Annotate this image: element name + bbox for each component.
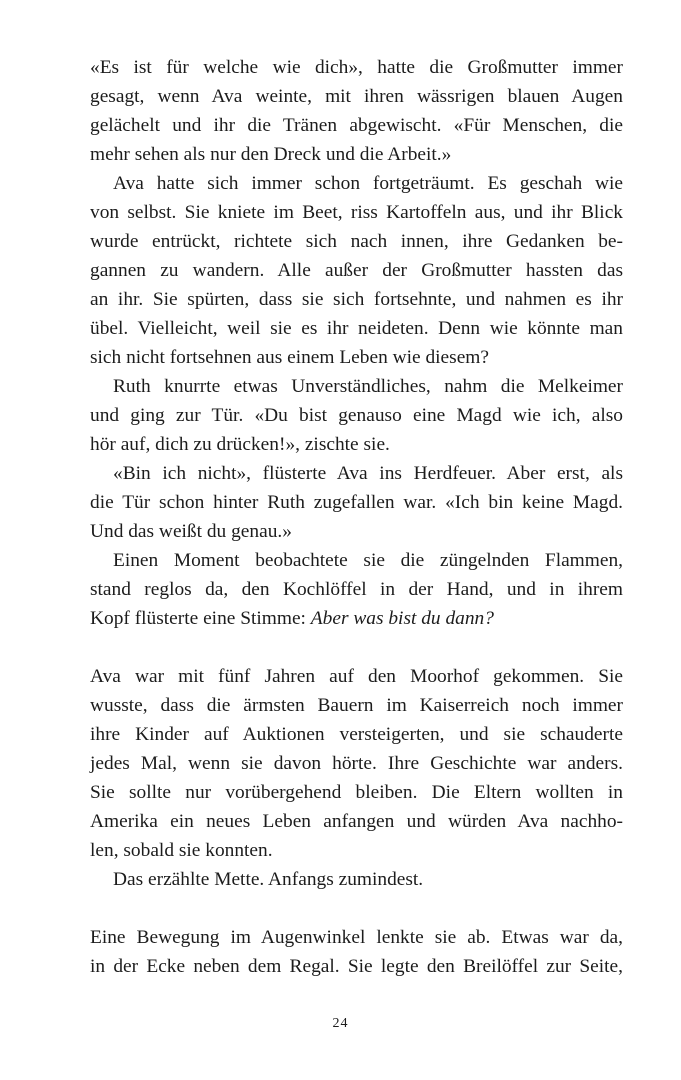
page-number: 24: [332, 1016, 349, 1031]
text-line: wurde entrückt, richtete sich nach innen, ihre Gedanken be-: [90, 231, 623, 252]
line-text: Kopf flüsterte eine Stimme:: [90, 608, 311, 629]
text-line: Und das weißt du genau.»: [90, 521, 292, 542]
text-line: die Tür schon hinter Ruth zugefallen war. «Ich bin keine Magd.: [90, 492, 623, 513]
text-line: an ihr. Sie spürten, dass sie sich fortsehnte, und nahmen es ihr: [90, 289, 623, 310]
text-line: Amerika ein neues Leben anfangen und würden Ava nachho-: [90, 811, 623, 832]
text-line: und ging zur Tür. «Du bist genauso eine Magd wie ich, also: [90, 405, 623, 426]
italic-text: Aber was bist du dann?: [310, 608, 494, 629]
text-line: mehr sehen als nur den Dreck und die Arbeit.»: [90, 144, 452, 165]
text-line: [90, 609, 623, 628]
text-line: «Es ist für welche wie dich», hatte die Großmutter immer: [90, 57, 623, 78]
text-line: ihre Kinder auf Auktionen versteigerten, und sie schauderte: [90, 724, 623, 745]
text-line: von selbst. Sie kniete im Beet, riss Kartoffeln aus, und ihr Blick: [90, 202, 623, 223]
text-line: Sie sollte nur vorübergehend bleiben. Die Eltern wollten in: [90, 782, 623, 803]
text-line: «Bin ich nicht», flüsterte Ava ins Herdfeuer. Aber erst, als: [113, 463, 623, 484]
text-line: gannen zu wandern. Alle außer der Großmutter hassten das: [90, 260, 623, 281]
text-line: übel. Vielleicht, weil sie es ihr neideten. Denn wie könnte man: [90, 318, 623, 339]
text-line: Ava hatte sich immer schon fortgeträumt. Es geschah wie: [113, 173, 623, 194]
text-line: jedes Mal, wenn sie davon hörte. Ihre Geschichte war anders.: [90, 753, 623, 774]
text-line: Ava war mit fünf Jahren auf den Moorhof gekommen. Sie: [90, 666, 623, 687]
text-line: len, sobald sie konnten.: [90, 840, 273, 861]
text-line: Einen Moment beobachtete sie die züngelnden Flammen,: [113, 550, 623, 571]
text-line: gelächelt und ihr die Tränen abgewischt. «Für Menschen, die: [90, 115, 623, 136]
text-line: Eine Bewegung im Augenwinkel lenkte sie ab. Etwas war da,: [90, 927, 623, 948]
text-line: sich nicht fortsehnen aus einem Leben wie diesem?: [90, 347, 489, 368]
text-line: hör auf, dich zu drücken!», zischte sie.: [90, 434, 390, 455]
text-line: stand reglos da, den Kochlöffel in der Hand, und in ihrem: [90, 579, 623, 600]
text-line: wusste, dass die ärmsten Bauern im Kaiserreich noch immer: [90, 695, 623, 716]
text-line: gesagt, wenn Ava weinte, mit ihren wässrigen blauen Augen: [90, 86, 623, 107]
text-line: Das erzählte Mette. Anfangs zumindest.: [113, 869, 424, 890]
text-line: in der Ecke neben dem Regal. Sie legte den Breilöffel zur Seite,: [90, 956, 623, 977]
text-line: Ruth knurrte etwas Unverständliches, nahm die Melkeimer: [113, 376, 623, 397]
